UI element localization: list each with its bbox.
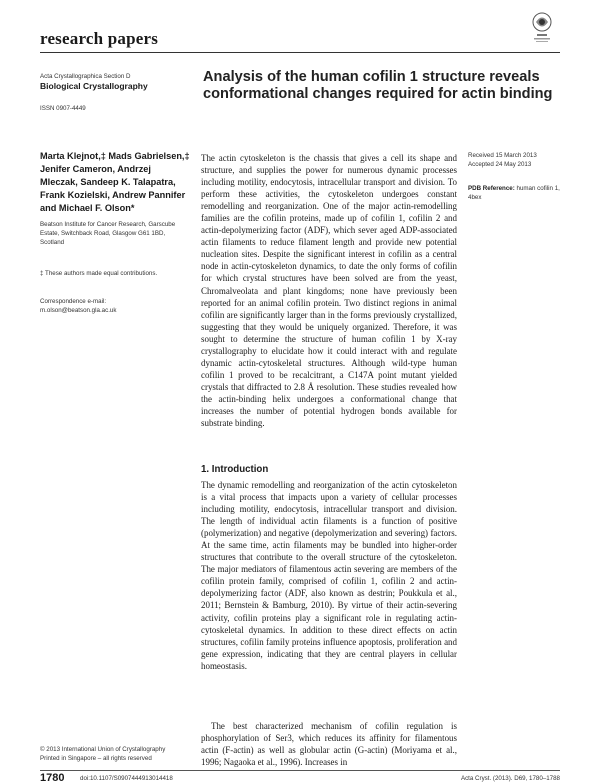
issn: ISSN 0907-4449	[40, 105, 86, 112]
received-accepted	[468, 151, 568, 169]
pdb-label: PDB Reference:	[468, 185, 515, 192]
pdb-reference	[468, 184, 573, 202]
author-list: Marta Klejnot,‡ Mads Gabrielsen,‡ Jenifer Cameron, Andrzej Mleczak, Sandeep K. Talapatra, Frank Kozielski, Andrew Pannifer and Michael F. Olson*	[40, 151, 190, 213]
header-rule	[40, 52, 560, 53]
introduction-heading: 1. Introduction	[201, 464, 269, 475]
accepted-date: Accepted 24 May 2013	[468, 161, 532, 168]
acta-section: Acta Crystallographica Section D	[40, 73, 131, 80]
footer-rule	[40, 770, 560, 771]
received-date: Received 15 March 2013	[468, 152, 537, 159]
introduction-paragraph-1: The dynamic remodelling and reorganization of the actin cytoskeleton is a vital process that impacts upon a variety of cellular processes including motility, endocytosis, intracellular transport and division. The length of individual actin filaments is a function of positive (polymerization) and negative (depolymerization and severing) factors. At the same time, actin filaments may be bundled into higher-order structures that contribute to the overall structure of the cytoskeleton. The major mediators of filamentous actin severing are members of the cofilin protein family, comprised of cofilin 1, cofilin 2 and actin-depolymerizing factor (ADF, also known as destrin; Poukkula et al., 2011; Bernstein & Bamburg, 2010). By virtue of their actin-severing activity, cofilin proteins play a significant role in regulating actin-cytoskeletal dynamics. In addition to these direct effects on actin structures, cofilin family proteins influence apoptosis, proliferation and gene expression, indicating that they are central players in cellular homeostasis.	[201, 480, 457, 671]
author-note: ‡ These authors made equal contributions.	[40, 270, 158, 277]
abstract: The actin cytoskeleton is the chassis that gives a cell its shape and structure, and supplies the power for numerous dynamic processes including motility, endocytosis, intracellular transport and division. To perform these activities, the cytoskeleton undergoes constant remodelling and reorganization. One of the major actin-remodelling families are the cofilin proteins, made up of cofilin 1, cofilin 2 and actin-depolymerizing factor (ADF), which sever aged ADP-associated actin filaments to reduce filament length and provide new potential nucleation sites. Despite the significant interest in cofilin as a central node in actin-cytoskeleton dynamics, to date the only forms of cofilin for which crystal structures have been solved are from the yeast, Chromalveolata and plant kingdoms; none have previously been reported for an animal cofilin protein. Two distinct regions in animal cofilin are significantly larger than in the forms previously crystallized, suggesting that they would be uniquely organized. Therefore, it was sought to determine the structure of human cofilin 1 by X-ray crystallography to elucidate how it could interact with and regulate dynamic actin-cytoskeletal structures. Although wild-type human cofilin 1 proved to be recalcitrant, a C147A point mutant yielded crystals that diffracted to 2.8 Å resolution. These studies revealed how the actin-binding helix undergoes a conformational change that increases the number of potential hydrogen bonds available for substrate binding.	[201, 153, 457, 429]
doi: doi:10.1107/S0907444913014418	[80, 775, 173, 782]
pdb-value: human cofilin 1, 4bex	[468, 185, 560, 201]
copyright	[40, 745, 200, 763]
journal-logo-icon	[527, 10, 557, 46]
page-number: 1780	[40, 772, 65, 784]
copyright-line-2: Printed in Singapore – all rights reserved	[40, 755, 152, 762]
copyright-line-1: © 2013 International Union of Crystallography	[40, 746, 166, 753]
journal-name: Biological Crystallography	[40, 81, 148, 91]
affiliation: Beatson Institute for Cancer Research, Garscube Estate, Switchback Road, Glasgow G61 1BD, Scotland	[40, 221, 176, 246]
introduction-paragraph-2: The best characterized mechanism of cofilin regulation is phosphorylation of Ser3, which reduces its affinity for filamentous actin (F-actin) as well as globular actin (G-actin) (Moriyama et al., 1996; Nagaoka et al., 1996). Increases in	[201, 721, 457, 768]
footer-citation: Acta Cryst. (2013). D69, 1780–1788	[460, 775, 560, 782]
section-heading: research papers	[40, 29, 159, 48]
article-title: Analysis of the human cofilin 1 structure reveals conformational changes required for actin binding	[203, 69, 553, 102]
correspondence: Correspondence e-mail: m.olson@beatson.gla.ac.uk	[40, 298, 117, 314]
